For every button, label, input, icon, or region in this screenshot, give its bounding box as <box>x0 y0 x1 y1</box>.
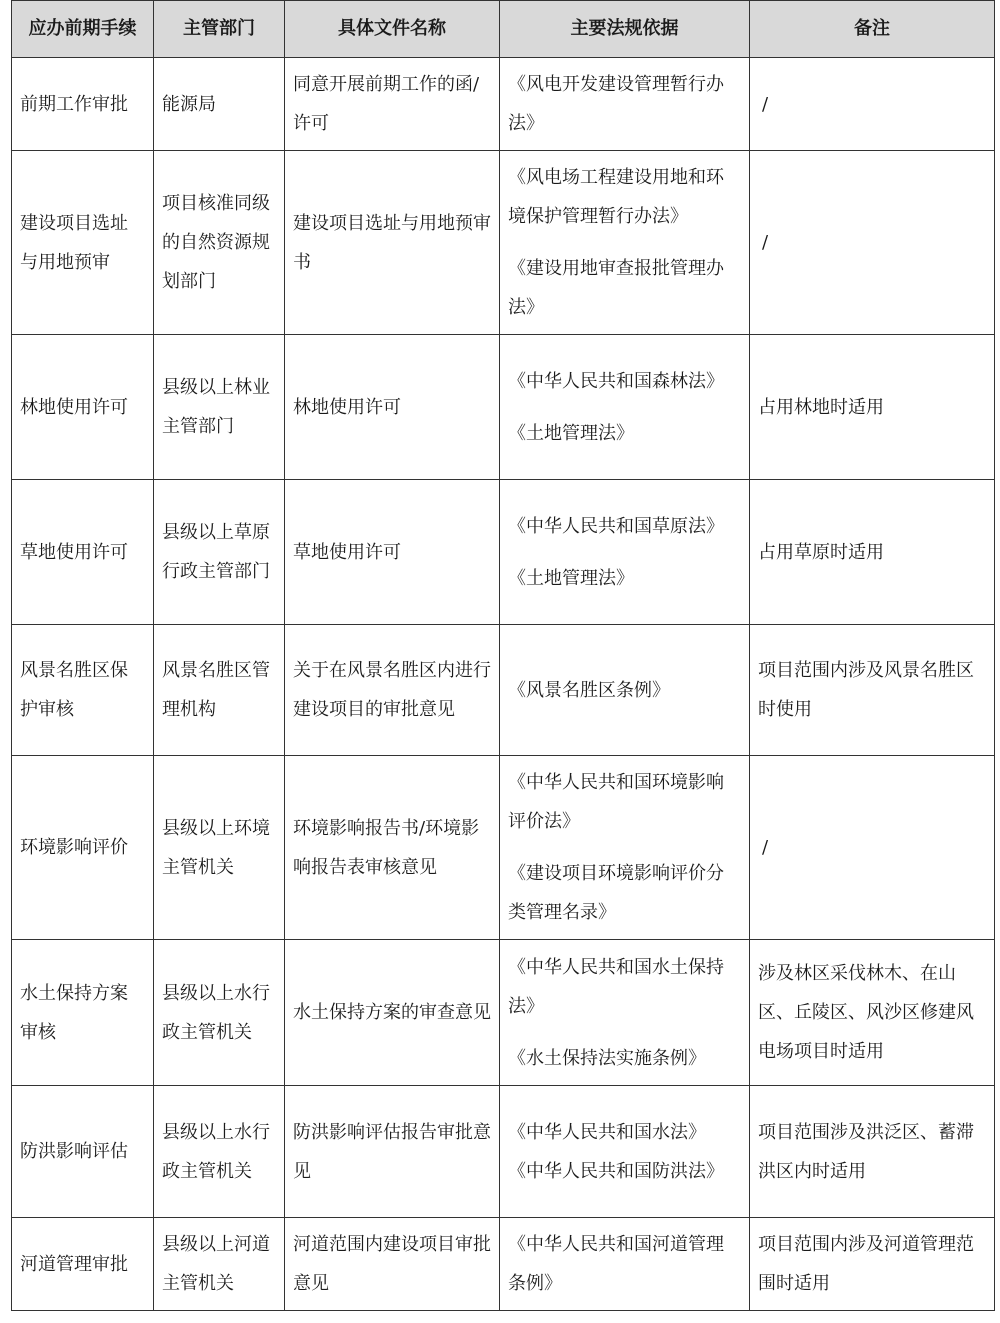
laws-list <box>508 507 741 598</box>
table-header <box>12 1 995 58</box>
header-department: 主管部门 <box>154 1 285 58</box>
document-cell <box>285 1218 500 1311</box>
note-cell-text: 项目范围内涉及河道管理范围时适用 <box>758 1234 974 1294</box>
note-cell-text: / <box>762 93 769 115</box>
department-cell <box>154 151 285 335</box>
document-cell-text: 林地使用许可 <box>293 396 401 418</box>
law-item: 《中华人民共和国防洪法》 <box>508 1160 724 1182</box>
law-item: 《土地管理法》 <box>508 422 634 444</box>
document-cell <box>285 1086 500 1218</box>
department-cell-text: 县级以上水行政主管机关 <box>162 982 270 1043</box>
document-cell-text: 环境影响报告书/环境影响报告表审核意见 <box>293 817 480 878</box>
procedure-cell <box>12 940 154 1086</box>
department-cell-text: 能源局 <box>162 93 216 115</box>
table-row <box>12 756 995 940</box>
header-row <box>12 1 995 58</box>
document-cell <box>285 625 500 756</box>
laws-list <box>508 948 741 1078</box>
procedure-cell-text: 河道管理审批 <box>20 1253 128 1275</box>
document-cell-text: 建设项目选址与用地预审书 <box>293 212 491 273</box>
note-cell-text: 项目范围内涉及风景名胜区时使用 <box>758 660 974 720</box>
note-cell <box>750 1218 995 1311</box>
law-item: 《建设用地审查报批管理办法》 <box>508 258 724 318</box>
laws-cell <box>500 335 750 480</box>
laws-list <box>508 1113 741 1191</box>
note-cell <box>750 1086 995 1218</box>
laws-cell <box>500 1218 750 1311</box>
law-item: 《中华人民共和国森林法》 <box>508 370 724 392</box>
law-item: 《风电开发建设管理暂行办法》 <box>508 74 724 134</box>
procedure-cell <box>12 1086 154 1218</box>
laws-list <box>508 763 741 932</box>
laws-cell <box>500 756 750 940</box>
procedure-cell <box>12 58 154 151</box>
document-cell-text: 关于在风景名胜区内进行建设项目的审批意见 <box>293 660 491 720</box>
department-cell <box>154 1086 285 1218</box>
note-cell <box>750 58 995 151</box>
header-note: 备注 <box>750 1 995 58</box>
law-item: 《中华人民共和国水法》 <box>508 1121 706 1143</box>
procedure-cell-text: 环境影响评价 <box>20 837 128 858</box>
department-cell <box>154 1218 285 1311</box>
department-cell-text: 县级以上水行政主管机关 <box>162 1121 270 1182</box>
note-cell <box>750 335 995 480</box>
procedure-cell <box>12 335 154 480</box>
law-item: 《中华人民共和国草原法》 <box>508 515 724 537</box>
department-cell-text: 风景名胜区管理机构 <box>162 660 270 720</box>
department-cell-text: 县级以上草原行政主管部门 <box>162 522 270 582</box>
department-cell <box>154 940 285 1086</box>
note-cell <box>750 480 995 625</box>
document-cell <box>285 480 500 625</box>
department-cell <box>154 480 285 625</box>
law-item: 《中华人民共和国水土保持法》 <box>508 956 724 1017</box>
header-laws: 主要法规依据 <box>500 1 750 58</box>
laws-list <box>508 362 741 453</box>
department-cell <box>154 335 285 480</box>
laws-cell <box>500 1086 750 1218</box>
laws-list <box>508 1225 741 1303</box>
document-cell-text: 同意开展前期工作的函/许可 <box>293 74 480 134</box>
law-item: 《中华人民共和国环境影响评价法》 <box>508 772 724 832</box>
document-cell-text: 水土保持方案的审查意见 <box>293 1002 491 1023</box>
table-row <box>12 1086 995 1218</box>
header-document: 具体文件名称 <box>285 1 500 58</box>
document-cell-text: 河道范围内建设项目审批意见 <box>293 1234 491 1294</box>
laws-cell <box>500 625 750 756</box>
laws-list <box>508 671 741 710</box>
note-cell <box>750 625 995 756</box>
procedure-cell-text: 草地使用许可 <box>20 541 128 563</box>
note-cell-text: / <box>762 232 769 253</box>
procedure-cell <box>12 151 154 335</box>
document-page <box>11 0 994 1311</box>
note-cell <box>750 756 995 940</box>
laws-list <box>508 158 741 327</box>
procedure-cell-text: 前期工作审批 <box>20 93 128 115</box>
department-cell-text: 县级以上环境主管机关 <box>162 817 270 878</box>
law-item: 《风电场工程建设用地和环境保护管理暂行办法》 <box>508 167 724 227</box>
law-item: 《水土保持法实施条例》 <box>508 1047 706 1069</box>
table-body <box>12 58 995 1311</box>
document-cell <box>285 151 500 335</box>
laws-list <box>508 65 741 143</box>
table-row <box>12 625 995 756</box>
procedures-table <box>11 0 995 1311</box>
header-procedure: 应办前期手续 <box>12 1 154 58</box>
table-row <box>12 480 995 625</box>
procedure-cell <box>12 480 154 625</box>
document-cell <box>285 335 500 480</box>
procedure-cell <box>12 1218 154 1311</box>
department-cell <box>154 625 285 756</box>
laws-cell <box>500 940 750 1086</box>
table-row <box>12 151 995 335</box>
procedure-cell-text: 水土保持方案审核 <box>20 982 128 1043</box>
laws-cell <box>500 151 750 335</box>
law-item: 《建设项目环境影响评价分类管理名录》 <box>508 863 724 923</box>
table-row <box>12 58 995 151</box>
department-cell <box>154 58 285 151</box>
law-item: 《中华人民共和国河道管理条例》 <box>508 1234 724 1294</box>
note-cell-text: 项目范围涉及洪泛区、蓄滞洪区内时适用 <box>758 1121 974 1182</box>
note-cell <box>750 151 995 335</box>
document-cell <box>285 58 500 151</box>
procedure-cell <box>12 756 154 940</box>
procedure-cell-text: 建设项目选址与用地预审 <box>20 212 128 273</box>
laws-cell <box>500 480 750 625</box>
laws-cell <box>500 58 750 151</box>
procedure-cell-text: 风景名胜区保护审核 <box>20 660 128 720</box>
department-cell-text: 县级以上河道主管机关 <box>162 1234 270 1294</box>
procedure-cell-text: 防洪影响评估 <box>20 1141 128 1162</box>
law-item: 《土地管理法》 <box>508 567 634 589</box>
department-cell <box>154 756 285 940</box>
note-cell <box>750 940 995 1086</box>
procedure-cell-text: 林地使用许可 <box>20 396 128 418</box>
document-cell-text: 草地使用许可 <box>293 541 401 563</box>
note-cell-text: 占用草原时适用 <box>758 541 884 563</box>
department-cell-text: 县级以上林业主管部门 <box>162 377 270 437</box>
department-cell-text: 项目核准同级的自然资源规划部门 <box>162 193 270 292</box>
document-cell <box>285 756 500 940</box>
table-row <box>12 335 995 480</box>
note-cell-text: 涉及林区采伐林木、在山区、丘陵区、风沙区修建风电场项目时适用 <box>758 963 974 1062</box>
law-item: 《风景名胜区条例》 <box>508 679 670 701</box>
note-cell-text: 占用林地时适用 <box>758 396 884 418</box>
table-row <box>12 1218 995 1311</box>
document-cell <box>285 940 500 1086</box>
table-row <box>12 940 995 1086</box>
document-cell-text: 防洪影响评估报告审批意见 <box>293 1121 491 1182</box>
note-cell-text: / <box>762 837 769 858</box>
procedure-cell <box>12 625 154 756</box>
